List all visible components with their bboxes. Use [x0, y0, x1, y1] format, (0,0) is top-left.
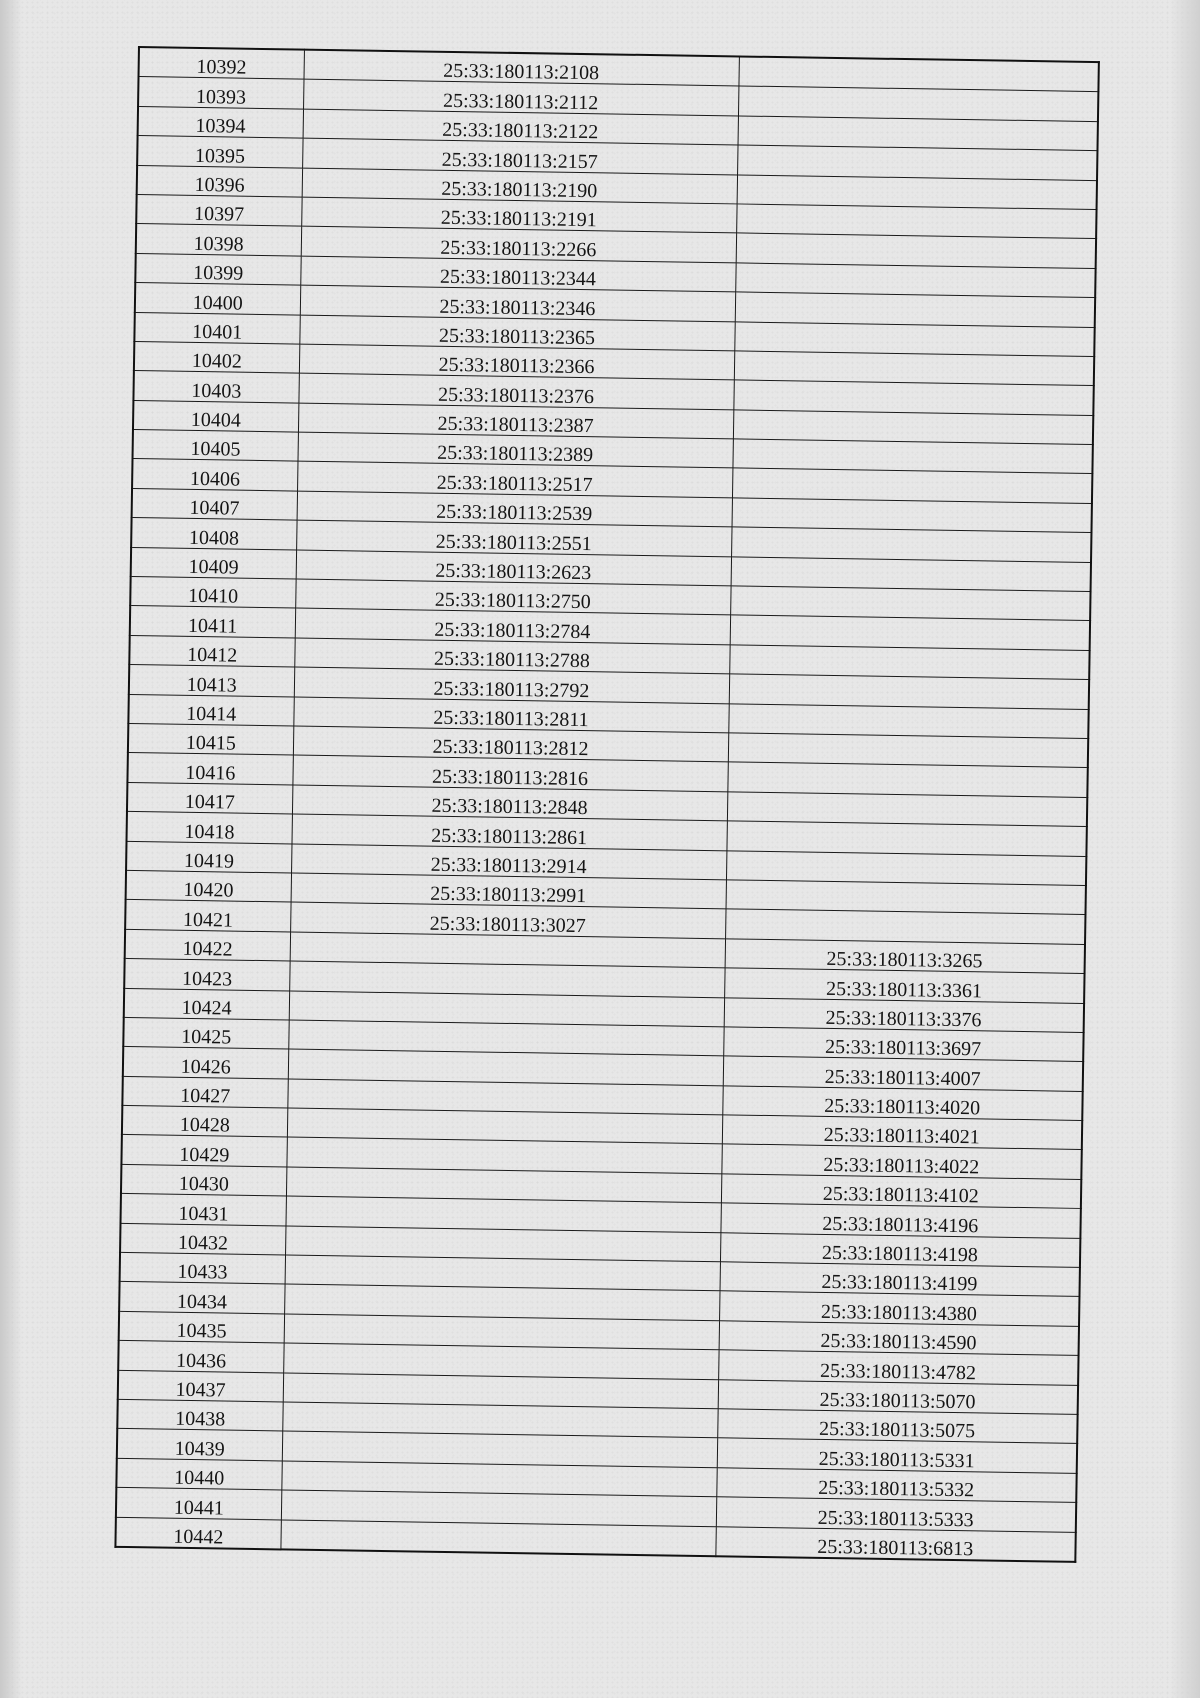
cadastral-number-cell: 25:33:180113:2387	[298, 403, 733, 439]
cadastral-number-cell	[280, 1519, 715, 1556]
cadastral-number-cell-2: 25:33:180113:5331	[717, 1438, 1077, 1473]
cadastral-number-cell-2: 25:33:180113:4021	[722, 1115, 1082, 1150]
row-number-cell: 10396	[137, 165, 302, 197]
row-number-cell: 10408	[131, 518, 296, 550]
row-number-cell: 10427	[122, 1076, 287, 1108]
row-number-cell: 10433	[120, 1252, 285, 1284]
row-number-cell: 10404	[133, 400, 298, 432]
row-number-cell: 10441	[116, 1487, 281, 1519]
row-number-cell: 10423	[124, 959, 289, 991]
cadastral-number-cell-2: 25:33:180113:6813	[715, 1526, 1075, 1562]
row-number-cell: 10392	[139, 47, 304, 79]
row-number-cell: 10405	[133, 430, 298, 462]
cadastral-number-cell-2: 25:33:180113:5333	[716, 1497, 1076, 1532]
row-number-cell: 10403	[133, 371, 298, 403]
row-number-cell: 10426	[123, 1047, 288, 1079]
row-number-cell: 10439	[117, 1429, 282, 1461]
cadastral-number-cell: 25:33:180113:2812	[293, 726, 728, 762]
cadastral-number-cell: 25:33:180113:2788	[294, 638, 729, 674]
cadastral-number-cell: 25:33:180113:2157	[302, 138, 737, 174]
cadastral-number-cell: 25:33:180113:2344	[300, 256, 735, 292]
row-number-cell: 10420	[126, 870, 291, 902]
cadastral-number-cell-2: 25:33:180113:3361	[724, 968, 1084, 1003]
cadastral-number-cell-2: 25:33:180113:4020	[722, 1085, 1082, 1120]
cadastral-number-cell-2: 25:33:180113:4380	[719, 1291, 1079, 1326]
cadastral-number-cell-2: 25:33:180113:4590	[719, 1321, 1079, 1356]
cadastral-number-cell: 25:33:180113:2366	[299, 344, 734, 380]
table-body	[115, 47, 1098, 1562]
row-number-cell: 10418	[127, 812, 292, 844]
table-sheet	[114, 46, 1097, 1563]
row-number-cell: 10410	[130, 576, 295, 608]
row-number-cell: 10400	[135, 283, 300, 315]
row-number-cell: 10399	[135, 253, 300, 285]
cadastral-number-cell: 25:33:180113:2191	[301, 197, 736, 233]
cadastral-number-cell: 25:33:180113:2914	[291, 844, 726, 880]
cadastral-number-cell: 25:33:180113:2190	[302, 168, 737, 204]
row-number-cell: 10416	[127, 753, 292, 785]
row-number-cell: 10438	[117, 1399, 282, 1431]
cadastral-number-cell: 25:33:180113:2389	[297, 432, 732, 468]
row-number-cell: 10430	[121, 1164, 286, 1196]
cadastral-number-cell-2: 25:33:180113:3265	[725, 939, 1085, 974]
row-number-cell: 10436	[118, 1341, 283, 1373]
row-number-cell: 10442	[115, 1517, 280, 1549]
cadastral-number-cell: 25:33:180113:2112	[303, 79, 738, 115]
row-number-cell: 10393	[138, 77, 303, 109]
row-number-cell: 10440	[116, 1458, 281, 1490]
cadastral-number-cell: 25:33:180113:2108	[303, 50, 738, 87]
row-number-cell: 10397	[136, 194, 301, 226]
cadastral-number-cell-2: 25:33:180113:4022	[721, 1144, 1081, 1179]
cadastral-number-cell: 25:33:180113:2784	[295, 608, 730, 644]
cadastral-number-cell-2: 25:33:180113:4199	[720, 1262, 1080, 1297]
row-number-cell: 10435	[119, 1311, 284, 1343]
cadastral-number-cell: 25:33:180113:2365	[299, 315, 734, 351]
row-number-cell: 10402	[134, 341, 299, 373]
cadastral-number-cell: 25:33:180113:2517	[297, 462, 732, 498]
cadastral-number-cell-2: 25:33:180113:5070	[718, 1379, 1078, 1414]
cadastral-register-table	[114, 46, 1099, 1563]
cadastral-number-cell-2: 25:33:180113:5332	[716, 1468, 1076, 1503]
cadastral-number-cell: 25:33:180113:2623	[296, 550, 731, 586]
row-number-cell: 10425	[123, 1017, 288, 1049]
row-number-cell: 10414	[128, 694, 293, 726]
row-number-cell: 10412	[129, 635, 294, 667]
row-number-cell: 10395	[137, 136, 302, 168]
cadastral-number-cell: 25:33:180113:2266	[301, 226, 736, 262]
cadastral-number-cell-2: 25:33:180113:3697	[723, 1027, 1083, 1062]
row-number-cell: 10424	[124, 988, 289, 1020]
row-number-cell: 10401	[134, 312, 299, 344]
cadastral-number-cell-2: 25:33:180113:4782	[718, 1350, 1078, 1385]
row-number-cell: 10409	[131, 547, 296, 579]
page-edge-shadow-right	[1170, 0, 1200, 1698]
row-number-cell: 10434	[119, 1282, 284, 1314]
cadastral-number-cell: 25:33:180113:2376	[298, 373, 733, 409]
row-number-cell: 10422	[125, 929, 290, 961]
row-number-cell: 10413	[129, 665, 294, 697]
row-number-cell: 10437	[118, 1370, 283, 1402]
row-number-cell: 10406	[132, 459, 297, 491]
cadastral-number-cell: 25:33:180113:2750	[295, 579, 730, 615]
cadastral-number-cell: 25:33:180113:2122	[303, 109, 738, 145]
cadastral-number-cell: 25:33:180113:2539	[297, 491, 732, 527]
row-number-cell: 10431	[121, 1194, 286, 1226]
cadastral-number-cell: 25:33:180113:2811	[293, 697, 728, 733]
cadastral-number-cell-2: 25:33:180113:4196	[720, 1203, 1080, 1238]
row-number-cell: 10419	[126, 841, 291, 873]
cadastral-number-cell-2: 25:33:180113:4102	[721, 1174, 1081, 1209]
cadastral-number-cell: 25:33:180113:2792	[294, 667, 729, 703]
cadastral-number-cell: 25:33:180113:2848	[292, 785, 727, 821]
row-number-cell: 10407	[132, 488, 297, 520]
cadastral-number-cell-2: 25:33:180113:4198	[720, 1232, 1080, 1267]
cadastral-number-cell: 25:33:180113:2991	[291, 873, 726, 909]
row-number-cell: 10432	[120, 1223, 285, 1255]
cadastral-number-cell-2: 25:33:180113:4007	[723, 1056, 1083, 1091]
cadastral-number-cell-2: 25:33:180113:5075	[717, 1409, 1077, 1444]
cadastral-number-cell-2: 25:33:180113:3376	[724, 997, 1084, 1032]
row-number-cell: 10417	[127, 782, 292, 814]
cadastral-number-cell: 25:33:180113:2861	[291, 814, 726, 850]
row-number-cell: 10429	[121, 1135, 286, 1167]
row-number-cell: 10398	[136, 224, 301, 256]
row-number-cell: 10394	[138, 106, 303, 138]
row-number-cell: 10428	[122, 1105, 287, 1137]
cadastral-number-cell: 25:33:180113:2551	[296, 520, 731, 556]
row-number-cell: 10421	[125, 900, 290, 932]
page-edge-shadow-left	[0, 0, 22, 1698]
cadastral-number-cell: 25:33:180113:2816	[292, 755, 727, 791]
row-number-cell: 10415	[128, 723, 293, 755]
row-number-cell: 10411	[130, 606, 295, 638]
cadastral-number-cell: 25:33:180113:3027	[290, 902, 725, 938]
cadastral-number-cell: 25:33:180113:2346	[300, 285, 735, 321]
